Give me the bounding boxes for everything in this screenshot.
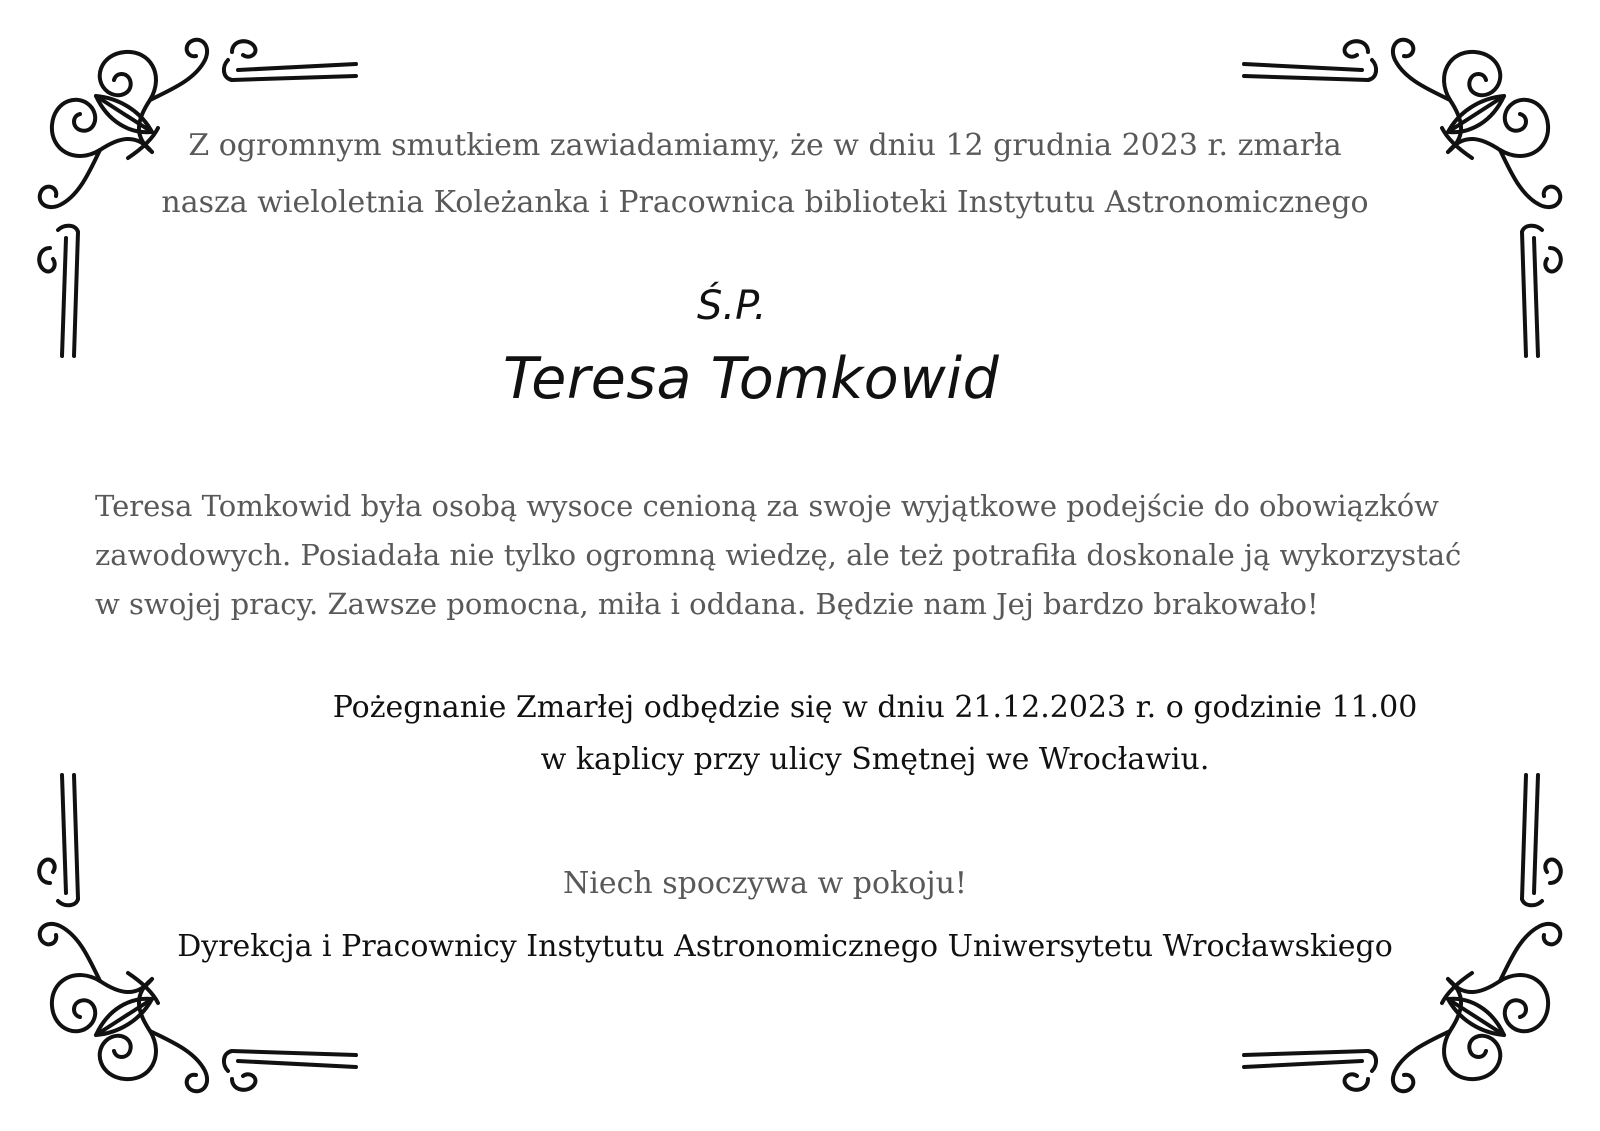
announcement-line-2: nasza wieloletnia Koleżanka i Pracownica biblioteki Instytutu Astronomicznego — [161, 185, 1369, 220]
rest-in-peace-text: Niech spoczywa w pokoju! — [563, 866, 967, 901]
tribute-line: zawodowych. Posiadała nie tylko ogromną wiedzę, ale też potrafiła doskonale ją wykorzystać — [95, 538, 1462, 572]
farewell-date-line: Pożegnanie Zmarłej odbędzie się w dniu 21.12.2023 r. o godzinie 11.00 — [332, 690, 1418, 725]
tribute-paragraph — [95, 482, 1525, 629]
deceased-name: Teresa Tomkowid — [503, 346, 1000, 412]
tribute-line: Teresa Tomkowid była osobą wysoce cenioną za swoje wyjątkowe podejście do obowiązków — [95, 489, 1439, 523]
announcement-line-1: Z ogromnym smutkiem zawiadamiamy, że w dniu 12 grudnia 2023 r. zmarła — [188, 128, 1342, 163]
tribute-line: w swojej pracy. Zawsze pomocna, miła i oddana. Będzie nam Jej bardzo brakowało! — [95, 587, 1319, 621]
honorific-title: Ś.P. — [697, 283, 767, 329]
farewell-location-line: w kaplicy przy ulicy Smętnej we Wrocławiu. — [540, 742, 1210, 777]
signature-text: Dyrekcja i Pracownicy Instytutu Astronomicznego Uniwersytetu Wrocławskiego — [177, 929, 1393, 964]
